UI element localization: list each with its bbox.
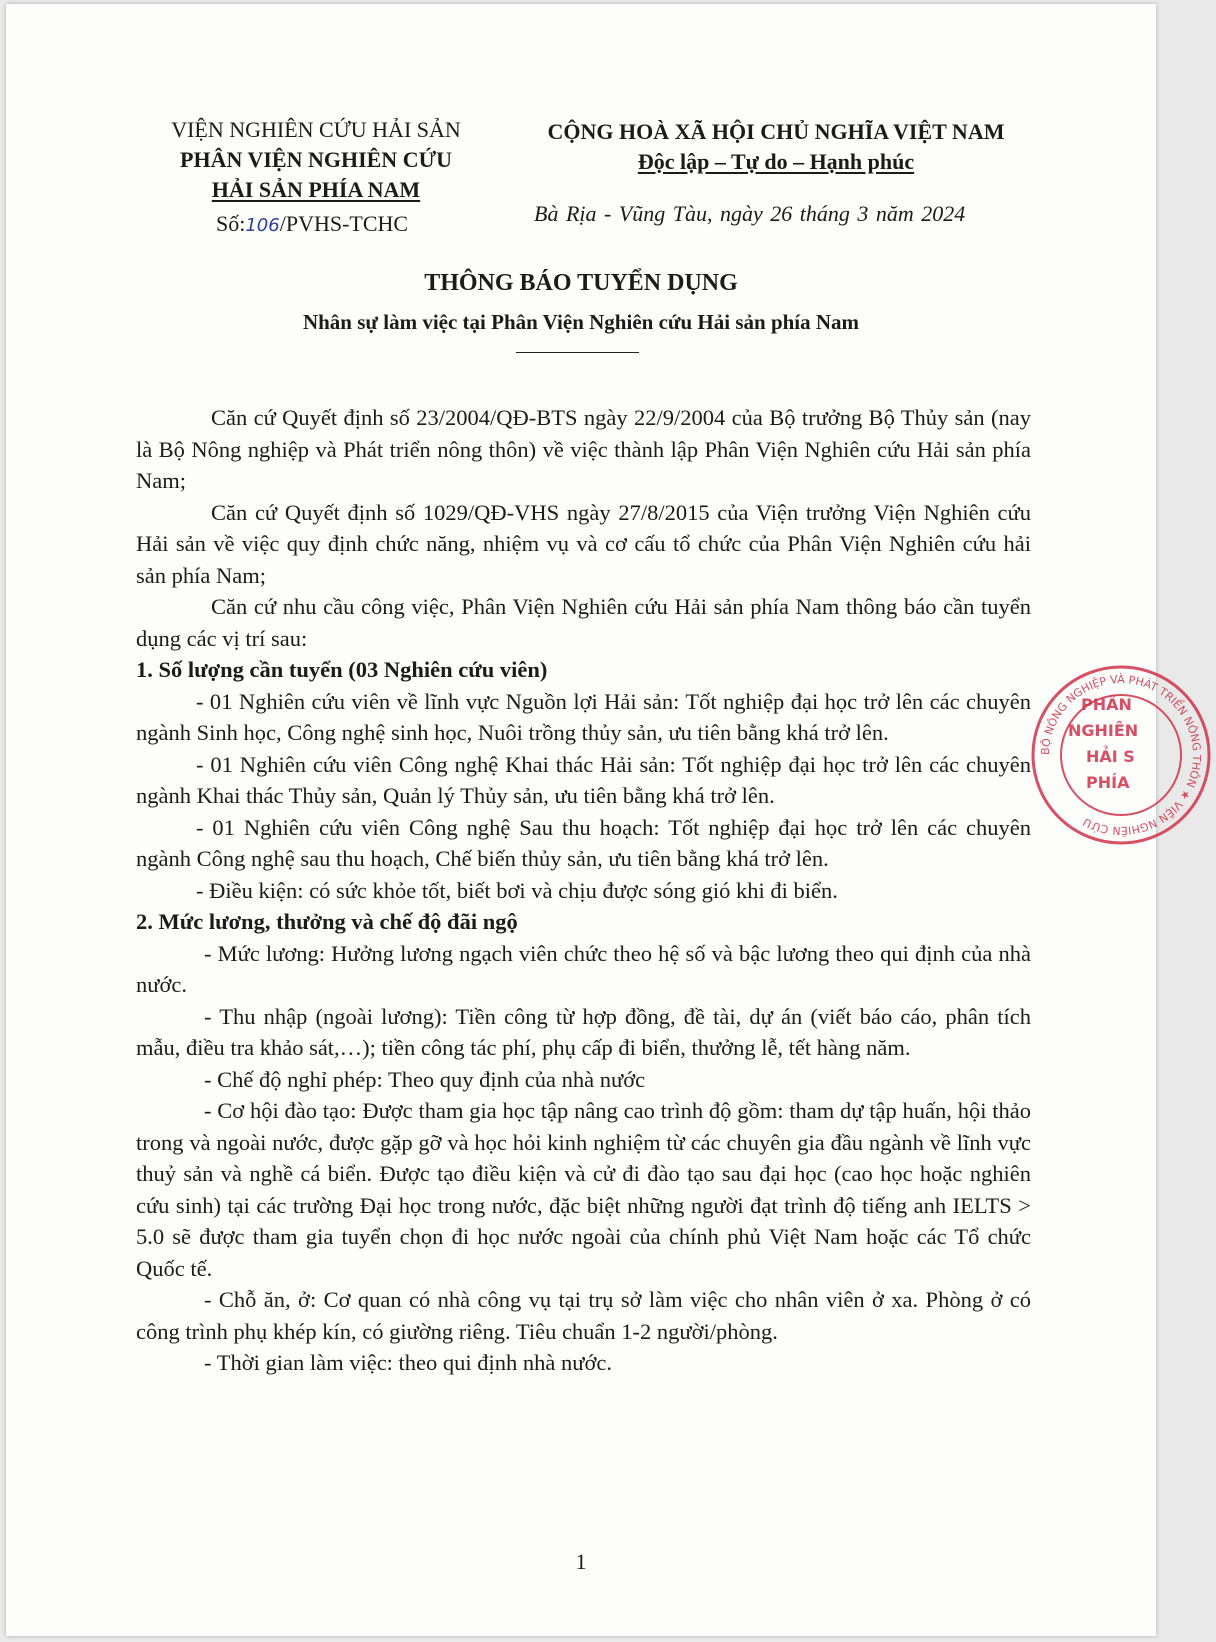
stamp-line: HẢI S — [1086, 747, 1135, 766]
issuing-agency-block — [151, 115, 481, 205]
stamp-ring-text: BỘ NÔNG NGHIỆP VÀ PHÁT TRIỂN NÔNG THÔN ★ VIỆN NGHIÊN CỨU — [1038, 672, 1204, 838]
section-heading-quantity: 1. Số lượng cần tuyển (03 Nghiên cứu viên) — [136, 657, 548, 682]
title-divider — [516, 352, 639, 353]
list-item: - Chỗ ăn, ở: Cơ quan có nhà công vụ tại trụ sở làm việc cho nhân viên ở xa. Phòng ở có công trình phụ khép kín, có giường riêng. Tiêu chuẩn 1-2 người/phòng. — [136, 1287, 1031, 1344]
ref-prefix: Số: — [216, 211, 246, 236]
intro-paragraph: Căn cứ nhu cầu công việc, Phân Viện Nghiên cứu Hải sản phía Nam thông báo cần tuyển dụng các vị trí sau: — [136, 594, 1031, 651]
agency-name-line1: PHÂN VIỆN NGHIÊN CỨU — [180, 147, 452, 172]
list-item: - Điều kiện: có sức khỏe tốt, biết bơi và chịu được sóng gió khi đi biển. — [196, 877, 838, 903]
agency-name-line2-text: HẢI SẢN PHÍA NAM — [211, 177, 421, 202]
red-seal-stamp — [1026, 660, 1216, 850]
list-item: - Chế độ nghỉ phép: Theo quy định của nhà nước — [204, 1066, 646, 1092]
ref-number-handwritten: 106 — [245, 215, 280, 236]
intro-paragraph: Căn cứ Quyết định số 1029/QĐ-VHS ngày 27/8/2015 của Viện trưởng Viện Nghiên cứu Hải sản về việc quy định chức năng, nhiệm vụ và cơ cấu tổ chức của Phân Viện Nghiên cứu hải sản phía Nam; — [136, 499, 1031, 588]
ref-suffix: /PVHS-TCHC — [279, 211, 409, 236]
document-subtitle: Nhân sự làm việc tại Phân Viện Nghiên cứu Hải sản phía Nam — [302, 310, 860, 334]
place-date: Bà Rịa - Vũng Tàu, ngày 26 tháng 3 năm 2024 — [534, 201, 966, 226]
list-item: - 01 Nghiên cứu viên Công nghệ Khai thác Hải sản: Tốt nghiệp đại học trở lên các chuyên ngành Khai thác Thủy sản, Quản lý Thủy sản, ưu tiên bằng khá trở lên. — [136, 751, 1031, 808]
stamp-line: NGHIÊN — [1068, 721, 1139, 740]
agency-name-line2 — [151, 175, 481, 205]
motto-text: Độc lập – Tự do – Hạnh phúc — [637, 149, 915, 174]
list-item: - Thu nhập (ngoài lương): Tiền công từ hợp đồng, đề tài, dự án (viết báo cáo, phân tích mẫu, điều tra khảo sát,…); tiền công tác phí, phụ cấp đi biển, thưởng lễ, tết hàng năm. — [136, 1003, 1031, 1060]
section-heading-salary: 2. Mức lương, thưởng và chế độ đãi ngộ — [136, 909, 518, 934]
list-item: - Thời gian làm việc: theo qui định nhà nước. — [204, 1350, 612, 1375]
document-title: THÔNG BÁO TUYỂN DỤNG — [424, 270, 738, 296]
list-item: - 01 Nghiên cứu viên Công nghệ Sau thu hoạch: Tốt nghiệp đại học trở lên các chuyên ngành Công nghệ sau thu hoạch, Chế biến thủy sản, ưu tiên bằng khá trở lên. — [136, 814, 1031, 871]
parent-agency: VIỆN NGHIÊN CỨU HẢI SẢN — [171, 117, 461, 142]
national-heading — [521, 117, 1031, 177]
list-item: - 01 Nghiên cứu viên về lĩnh vực Nguồn lợi Hải sản: Tốt nghiệp đại học trở lên các chuyên ngành Sinh học, Công nghệ sinh học, Nuôi trồng thủy sản, ưu tiên bằng khá trở lên. — [136, 688, 1031, 745]
stamp-line: PHÍA — [1086, 773, 1130, 792]
motto — [521, 147, 1031, 177]
list-item: - Mức lương: Hưởng lương ngạch viên chức theo hệ số và bậc lương theo qui định của nhà nước. — [136, 940, 1031, 997]
intro-paragraph: Căn cứ Quyết định số 23/2004/QĐ-BTS ngày 22/9/2004 của Bộ trưởng Bộ Thủy sản (nay là Bộ Nông nghiệp và Phát triển nông thôn) về việc thành lập Phân Viện Nghiên cứu Hải sản phía Nam; — [136, 405, 1031, 493]
document-body — [136, 402, 1031, 1379]
reference-number — [216, 211, 408, 237]
document-page — [6, 4, 1204, 1636]
stamp-line: PHÂN — [1081, 695, 1132, 714]
country-name: CỘNG HOÀ XÃ HỘI CHỦ NGHĨA VIỆT NAM — [547, 119, 1005, 144]
list-item: - Cơ hội đào tạo: Được tham gia học tập nâng cao trình độ gồm: tham dự tập huấn, hội thảo trong và ngoài nước, được gặp gỡ và học hỏi kinh nghiệm từ các chuyên gia đầu ngành về lĩnh vực thuỷ sản và nghề cá biển. Được tạo điều kiện và cử đi đào tạo sau đại học (cao học hoặc nghiên cứu sinh) tại các trường Đại học trong nước, đặc biệt những người đạt trình độ tiếng anh IELTS > 5.0 sẽ được tham gia tuyển chọn đi học nước ngoài của chính phủ Việt Nam hoặc các Tổ chức Quốc tế. — [136, 1098, 1031, 1281]
page-number: 1 — [575, 1549, 587, 1574]
